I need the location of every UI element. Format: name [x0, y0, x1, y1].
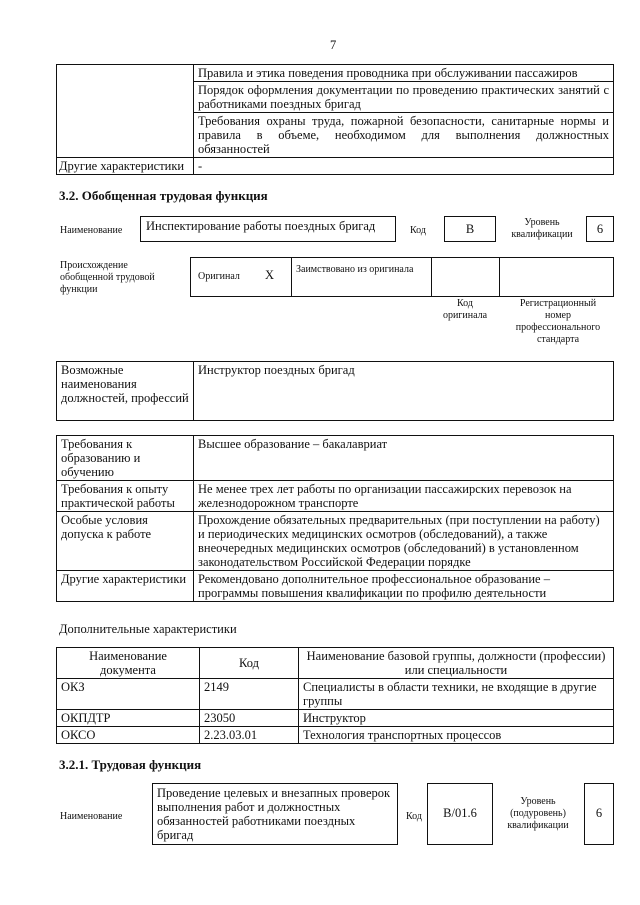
function-level-label: Уровень (подуровень) квалификации [507, 796, 569, 831]
orig-code-caption: Код оригинала [442, 298, 488, 321]
additional-header: Наименование документа [57, 648, 200, 679]
additional-doc: ОКСО [57, 727, 200, 744]
function-code-label: Код [406, 811, 422, 822]
positions-table [56, 361, 614, 421]
function-name-label: Наименование [60, 811, 123, 822]
original-label: Оригинал [198, 271, 240, 282]
additional-name: Технология транспортных процессов [299, 727, 614, 744]
level-value: 6 [586, 216, 614, 242]
additional-name: Специалисты в области техники, не входящие в другие группы [299, 679, 614, 710]
requirements-table [56, 435, 614, 602]
page-number: 7 [330, 38, 337, 52]
requirement-value: Рекомендовано дополнительное профессиональное образование – программы повышения квалификации по профилю деятельности [194, 571, 614, 602]
origin-box [190, 257, 614, 297]
function-level-value: 6 [584, 783, 614, 845]
additional-doc: ОКЗ [57, 679, 200, 710]
code-value: В [444, 216, 496, 242]
requirement-label: Требования к образованию и обучению [57, 436, 194, 481]
function-code-value: В/01.6 [427, 783, 493, 845]
requirement-value: Не менее трех лет работы по организации пассажирских перевозок на железнодорожном транспорте [194, 481, 614, 512]
name-label: Наименование [60, 225, 123, 236]
top-table-cell: Правила и этика поведения проводника при обслуживании пассажиров [194, 65, 614, 82]
subsection-heading: 3.2.1. Трудовая функция [59, 757, 202, 772]
additional-code: 23050 [200, 710, 299, 727]
additional-name: Инструктор [299, 710, 614, 727]
top-table-cell: Требования охраны труда, пожарной безопасности, санитарные нормы и правила в объеме, необходимом для выполнения должностных обязанностей [194, 113, 614, 158]
section-heading: 3.2. Обобщенная трудовая функция [59, 188, 268, 203]
borrowed-label: Заимствовано из оригинала [296, 264, 414, 275]
positions-label: Возможные наименования должностей, профессий [57, 362, 194, 421]
additional-doc: ОКПДТР [57, 710, 200, 727]
requirement-label: Другие характеристики [57, 571, 194, 602]
original-mark: X [265, 268, 275, 282]
top-table [56, 64, 614, 175]
origin-label: Происхождение обобщенной трудовой функции [60, 260, 155, 295]
name-value: Инспектирование работы поездных бригад [140, 216, 396, 242]
requirement-label: Особые условия допуска к работе [57, 512, 194, 571]
requirement-value: Прохождение обязательных предварительных (при поступлении на работу) и периодических медицинских осмотров (обследований), а также внеочередных медицинских осмотров (обследований) в установленном законодательством Российской Федерации порядке [194, 512, 614, 571]
additional-code: 2149 [200, 679, 299, 710]
additional-header: Наименование базовой группы, должности (профессии) или специальности [299, 648, 614, 679]
requirement-label: Требования к опыту практической работы [57, 481, 194, 512]
requirement-value: Высшее образование – бакалавриат [194, 436, 614, 481]
top-table-label: Другие характеристики [57, 158, 194, 175]
level-label: Уровень квалификации [511, 217, 573, 240]
top-table-cell: - [194, 158, 614, 175]
top-table-cell: Порядок оформления документации по проведению практических занятий с работниками поездных бригад [194, 82, 614, 113]
additional-table [56, 647, 614, 744]
function-name-value: Проведение целевых и внезапных проверок выполнения работ и должностных обязанностей работниками поездных бригад [152, 783, 398, 845]
top-table-empty-label [57, 65, 194, 158]
reg-number-caption: Регистрационный номер профессионального стандарта [515, 298, 601, 345]
positions-value: Инструктор поездных бригад [194, 362, 614, 421]
additional-code: 2.23.03.01 [200, 727, 299, 744]
additional-header: Код [200, 648, 299, 679]
code-label: Код [410, 225, 426, 236]
additional-title: Дополнительные характеристики [59, 622, 237, 636]
